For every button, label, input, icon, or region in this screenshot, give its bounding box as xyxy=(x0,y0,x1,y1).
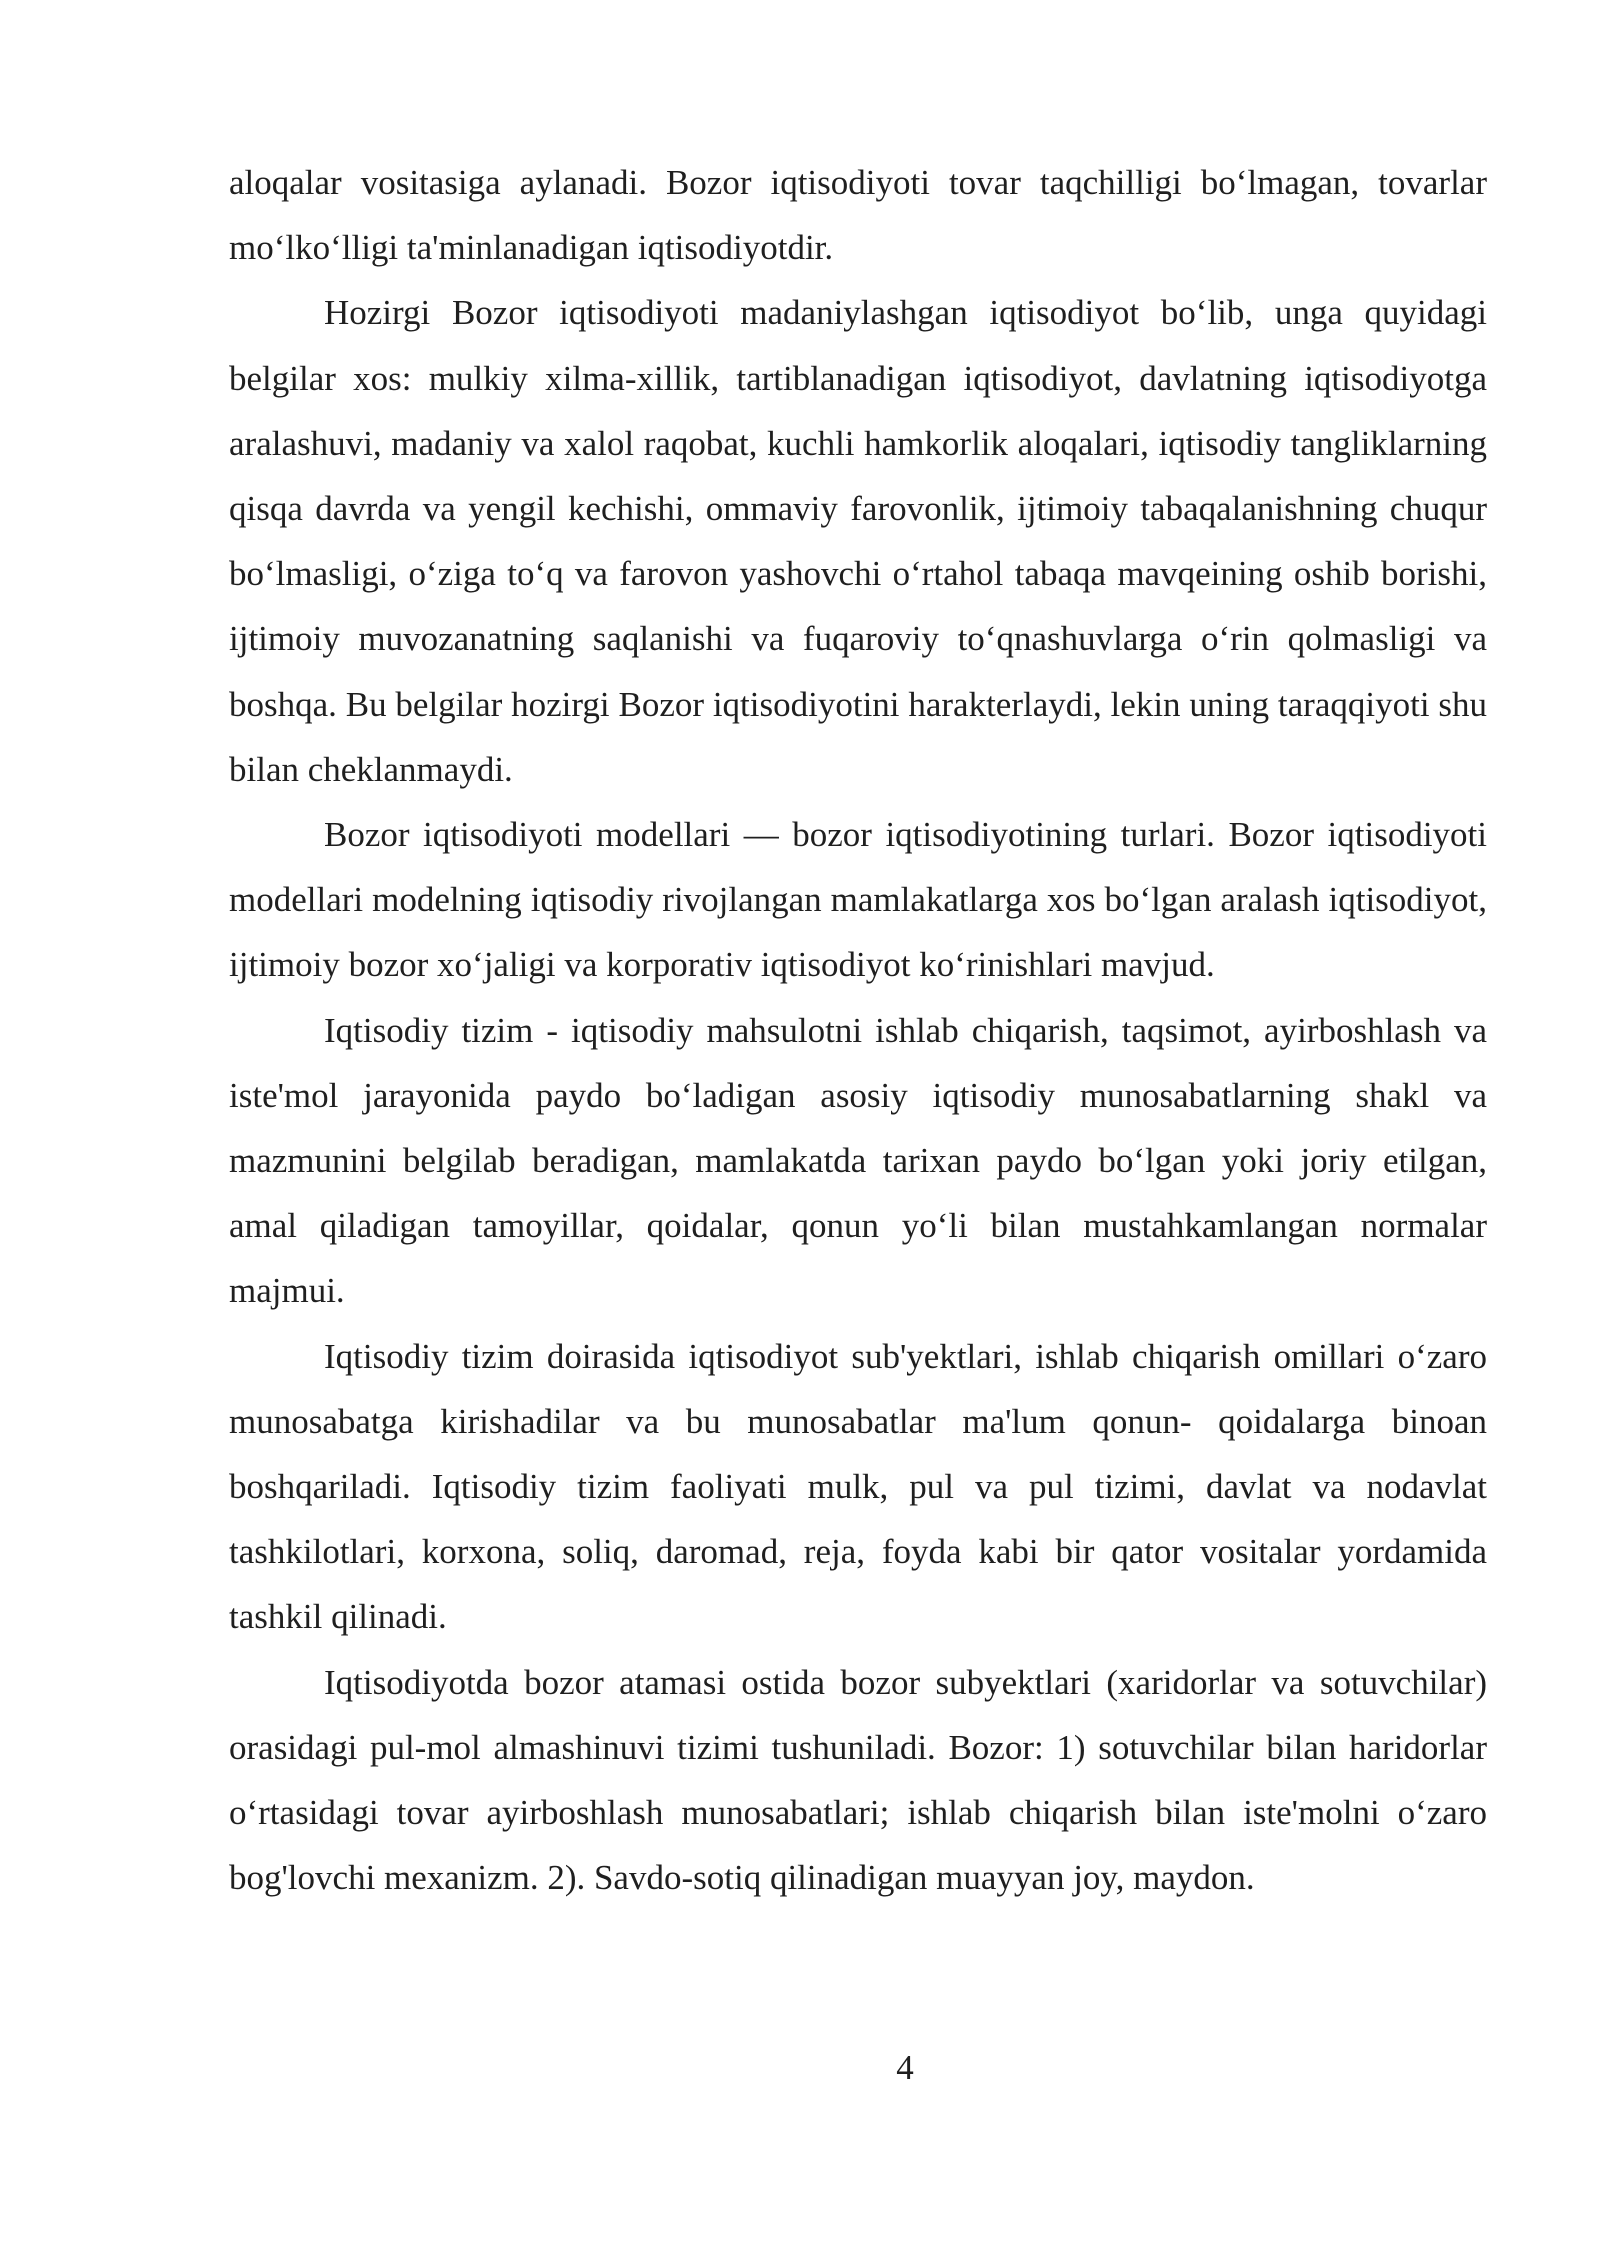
page-number: 4 xyxy=(896,2048,914,2087)
paragraph-market-economy-features: Hozirgi Bozor iqtisodiyoti madaniylashgan iqtisodiyot boʻlib, unga quyidagi belgilar xos: mulkiy xilma-xillik, tartiblanadigan iqtisodiyot, davlatning iqtisodiyotga aralashuvi, madaniy va xalol raqobat, kuchli hamkorlik aloqalari, iqtisodiy tangliklarning qisqa davrda va yengil kechishi, ommaviy farovonlik, ijtimoiy tabaqalanishning chuqur boʻlmasligi, oʻziga toʻq va farovon yashovchi oʻrtahol tabaqa mavqeining oshib borishi, ijtimoiy muvozanatning saqlanishi va fuqaroviy toʻqnashuvlarga oʻrin qolmasligi va boshqa. Bu belgilar hozirgi Bozor iqtisodiyotini harakterlaydi, lekin uning taraqqiyoti shu bilan cheklanmaydi. xyxy=(229,293,1487,789)
paragraph-market-term: Iqtisodiyotda bozor atamasi ostida bozor subyektlari (xaridorlar va sotuvchilar) orasidagi pul-mol almashinuvi tizimi tushuniladi. Bozor: 1) sotuvchilar bilan haridorlar oʻrtasidagi tovar ayirboshlash munosabatlari; ishlab chiqarish bilan iste'molni oʻzaro bog'lovchi mexanizm. 2). Savdo-sotiq qilinadigan muayyan joy, maydon. xyxy=(229,1662,1487,1898)
paragraph-continuation: aloqalar vositasiga aylanadi. Bozor iqtisodiyoti tovar taqchilligi boʻlmagan, tovarlar moʻlkoʻlligi ta'minlanadigan iqtisodiyotdir. xyxy=(229,163,1487,268)
paragraph-market-economy-models: Bozor iqtisodiyoti modellari — bozor iqtisodiyotining turlari. Bozor iqtisodiyoti modellari modelning iqtisodiy rivojlangan mamlakatlarga xos boʻlgan aralash iqtisodiyot, ijtimoiy bozor xoʻjaligi va korporativ iqtisodiyot koʻrinishlari mavjud. xyxy=(229,815,1487,985)
paragraph-economic-system-subjects: Iqtisodiy tizim doirasida iqtisodiyot sub'yektlari, ishlab chiqarish omillari oʻzaro munosabatga kirishadilar va bu munosabatlar ma'lum qonun- qoidalarga binoan boshqariladi. Iqtisodiy tizim faoliyati mulk, pul va pul tizimi, davlat va nodavlat tashkilotlari, korxona, soliq, daromad, reja, foyda kabi bir qator vositalar yordamida tashkil qilinadi. xyxy=(229,1336,1487,1637)
document-body xyxy=(229,150,1487,1910)
paragraph-economic-system-definition: Iqtisodiy tizim - iqtisodiy mahsulotni ishlab chiqarish, taqsimot, ayirboshlash va iste'mol jarayonida paydo boʻladigan asosiy iqtisodiy munosabatlarning shakl va mazmunini belgilab beradigan, mamlakatda tarixan paydo boʻlgan yoki joriy etilgan, amal qiladigan tamoyillar, qoidalar, qonun yoʻli bilan mustahkamlangan normalar majmui. xyxy=(229,1010,1487,1311)
